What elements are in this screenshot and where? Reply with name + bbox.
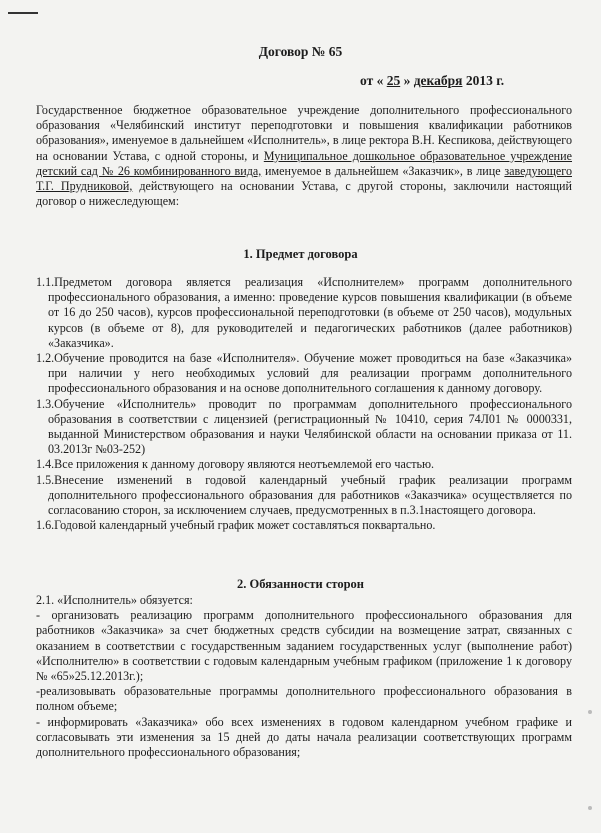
date-month: декабря bbox=[413, 73, 463, 88]
obligation-item: -реализовывать образовательные программы дополнительного профессионального образования в полном объеме; bbox=[36, 684, 572, 714]
date-year: 2013 г. bbox=[465, 73, 505, 88]
clause-1-6: 1.6.Годовой календарный учебный график может составляться поквартально. bbox=[36, 518, 436, 533]
intro-customer-name: Муниципальное дошкольное образовательное учреждение детский сад № 26 комбинированного вида, bbox=[36, 148, 572, 178]
clause-1-2: 1.2.Обучение проводится на базе «Исполнителя». Обучение может проводиться на базе «Заказчика» при наличии у него необходимых условий для реализации программ дополнительного профессионального образования и на основе дополнительного соглашения к данному договору. bbox=[36, 351, 572, 396]
contract-date bbox=[360, 73, 504, 89]
intro-text-c: действующего на основании Устава, с другой стороны, заключили настоящий договор о нижеследующем: bbox=[36, 179, 572, 209]
date-mid: » bbox=[403, 73, 411, 88]
intro-paragraph bbox=[36, 103, 572, 209]
intro-text-a: Государственное бюджетное образовательное учреждение дополнительного профессионального образования «Челябинский институт переподготовки и повышения квалификации работников образования», именуемое в дальнейшем «Исполнитель», в лице ректора В.Н. Кеспикова, действующего на основании Устава, с одной стороны, и bbox=[36, 103, 572, 163]
scan-speck bbox=[588, 806, 592, 810]
date-day: 25 bbox=[386, 73, 401, 88]
clause-2-1-heading: 2.1. «Исполнитель» обязуется: bbox=[36, 593, 193, 607]
section-2-clauses bbox=[36, 593, 572, 760]
clause-1-4: 1.4.Все приложения к данному договору являются неотъемлемой его частью. bbox=[36, 457, 435, 472]
intro-customer-head: заведующего Т.Г. Прудниковой, bbox=[36, 163, 572, 194]
section-1-heading: 1. Предмет договора bbox=[243, 247, 358, 261]
date-prefix: от « bbox=[360, 73, 384, 88]
intro-text-b: именуемое в дальнейшем «Заказчик», в лице bbox=[261, 163, 505, 178]
document-title: Договор № 65 bbox=[258, 44, 343, 59]
section-1-clauses bbox=[36, 275, 572, 533]
clause-1-1: 1.1.Предметом договора является реализация «Исполнителем» программ дополнительного профессионального образования, а именно: проведение курсов повышения квалификации (в объеме от 16 до 250 часов), курсов профессиональной переподготовки (в объеме от 250 часов), модульных курсов (в объеме от 8), для руководителей и педагогических работников (далее работников) «Заказчика». bbox=[36, 275, 572, 350]
obligation-item: - информировать «Заказчика» обо всех изменениях в годовом календарном учебном графике и согласовывать эти изменения за 15 дней до даты начала реализации соответствующих программ дополнительного профессионального образования; bbox=[36, 714, 572, 760]
obligation-item: - организовать реализацию программ дополнительного профессионального образования для работников «Заказчика» за счет бюджетных средств субсидии на возмещение затрат, связанных с оказанием в соответствии с государственным заданием государственных услуг (выполнение работ) «Исполнителю» в соответствии с годовым календарным учебным графиком (приложение 1 к договору № «65»25.12.2013г.); bbox=[36, 608, 572, 684]
clause-1-3: 1.3.Обучение «Исполнитель» проводит по программам дополнительного профессионального образования в соответствии с лицензией (регистрационный № 10410, серия 74Л01 № 0000331, выданной Министерством образования и науки Челябинской области на основании приказа от 11. 03.2013г №03-252) bbox=[36, 396, 572, 457]
clause-1-5: 1.5.Внесение изменений в годовой календарный учебный график реализации программ дополнительного профессионального образования для работников «Заказчика» осуществляется по согласованию сторон, за исключением случаев, предусмотренных в п.3.1настоящего договора. bbox=[36, 472, 572, 518]
scan-speck bbox=[588, 710, 592, 714]
section-2-heading: 2. Обязанности сторон bbox=[236, 577, 365, 591]
scan-mark bbox=[8, 12, 38, 14]
